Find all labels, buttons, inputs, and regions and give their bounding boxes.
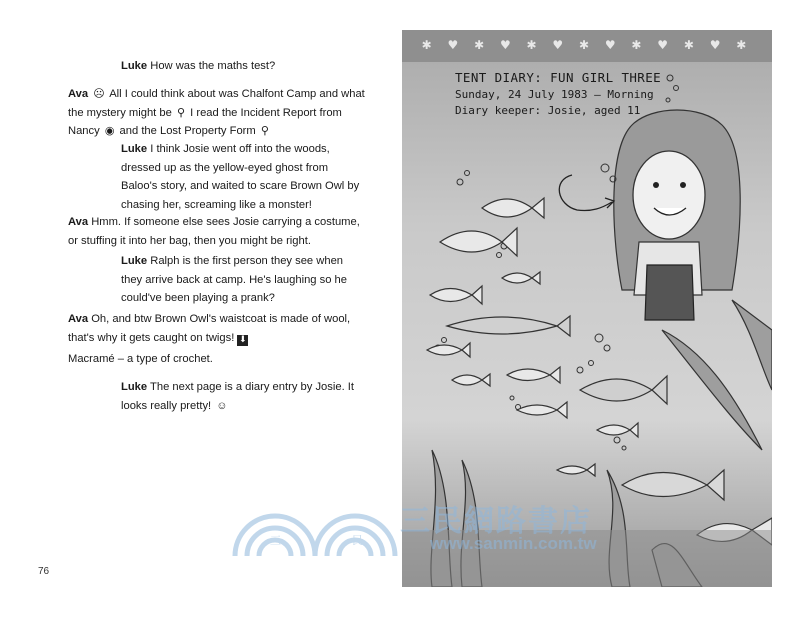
chat-message-luke-1: Luke How was the maths test?	[121, 60, 276, 72]
rainbow-logo-icon	[230, 496, 400, 558]
magnifier-icon: ⚲	[176, 106, 186, 119]
chat-message-luke-4: Luke The next page is a diary entry by Josie. It looks really pretty! ☺	[121, 378, 366, 415]
watermark-url: www.sanmin.com.tw	[430, 534, 597, 553]
diary-date: Sunday, 24 July 1983 – Morning	[455, 88, 654, 101]
chat-message-ava-3: Ava Oh, and btw Brown Owl's waistcoat is made of wool, that's why it gets caught on twigs! ⬇	[68, 313, 351, 345]
watermark-char-1: 三	[270, 535, 281, 547]
magnifier-icon-2: ⚲	[260, 125, 269, 137]
chat-message-ava-2: Ava Hmm. If someone else sees Josie carrying a costume, or stuffing it into her bag, then you might be right.	[68, 216, 360, 247]
page-number: 76	[38, 566, 50, 577]
diary-title: TENT DIARY: FUN GIRL THREE	[455, 70, 662, 85]
glossary-note: Macramé – a type of crochet.	[68, 353, 213, 365]
bookstore-watermark	[230, 496, 660, 566]
chat-message-luke-2: Luke I think Josie went off into the woods, dressed up as the yellow-eyed ghost from Baloo's story, and waited to scare Brown Owl by chasing her, screaming like a monster!	[121, 143, 360, 211]
watermark-char-2: 民	[352, 535, 363, 547]
heart-star-border: ✱ ♥ ✱ ♥ ✱ ♥ ✱ ♥ ✱ ♥ ✱ ♥ ✱	[421, 38, 753, 52]
watermark-chinese-text: 三民網路書店	[400, 504, 592, 539]
girl-figure	[614, 110, 740, 320]
chat-message-luke-3: Luke Ralph is the first person they see when they arrive back at camp. He's laughing so he could've been playing a prank?	[121, 255, 348, 304]
down-arrow-icon: ⬇	[239, 334, 247, 345]
diary-keeper: Diary keeper: Josie, aged 11	[455, 104, 641, 117]
eye-icon: ◉	[104, 125, 115, 137]
heart-eyes-face-icon: ☺	[216, 399, 228, 412]
thinking-face-icon: ☹	[93, 88, 105, 100]
chat-message-ava-1: Ava ☹ All I could think about was Chalfont Camp and what the mystery might be ⚲ I read the Incident Report from Nancy ◉ and the Lost Property Form ⚲	[68, 85, 368, 141]
